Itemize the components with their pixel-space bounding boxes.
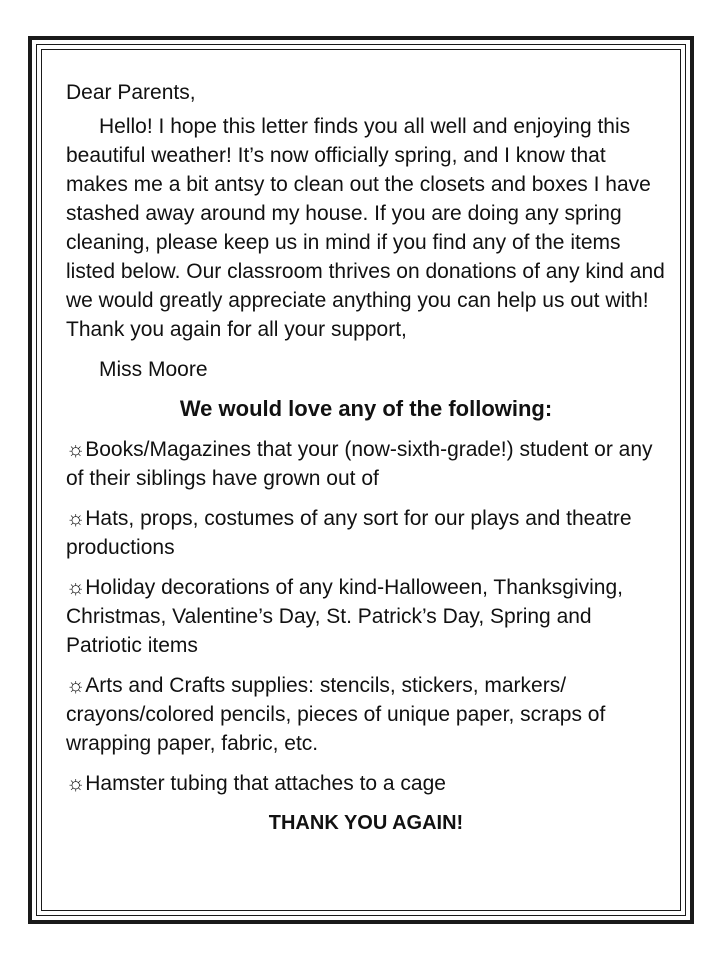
sun-icon: ☼ — [66, 674, 86, 697]
sun-icon: ☼ — [66, 438, 86, 461]
wishlist-heading: We would love any of the following: — [179, 396, 553, 421]
salutation: Dear Parents, — [66, 81, 196, 104]
wishlist-item — [66, 671, 666, 758]
wishlist-item-text: Hamster tubing that attaches to a cage — [85, 772, 446, 795]
sun-icon: ☼ — [66, 576, 86, 599]
wishlist-item-text: Hats, props, costumes of any sort for our plays and theatre productions — [66, 507, 632, 559]
wishlist-item — [66, 573, 666, 660]
closing: THANK YOU AGAIN! — [268, 812, 464, 834]
wishlist-item-text: Books/Magazines that your (now-sixth-grade!) student or any of their siblings have grown out of — [66, 438, 653, 490]
sun-icon: ☼ — [66, 772, 86, 795]
wishlist-item — [66, 504, 666, 562]
wishlist-item-text: Arts and Crafts supplies: stencils, stickers, markers/ crayons/colored pencils, pieces of unique paper, scraps of wrapping paper, fabric, etc. — [66, 674, 606, 755]
sun-icon: ☼ — [66, 507, 86, 530]
wishlist-item-text: Holiday decorations of any kind-Halloween, Thanksgiving, Christmas, Valentine’s Day, St. Patrick’s Day, Spring and Patriotic items — [66, 576, 623, 657]
wishlist-item — [66, 769, 666, 798]
letter-content — [66, 78, 666, 838]
letter-body: Hello! I hope this letter finds you all well and enjoying this beautiful weather! It’s now officially spring, and I know that makes me a bit antsy to clean out the closets and boxes I have stashed away around my house. If you are doing any spring cleaning, please keep us in mind if you find any of the items listed below. Our classroom thrives on donations of any kind and we would greatly appreciate anything you can help us out with! Thank you again for all your support, — [66, 115, 665, 341]
signature: Miss Moore — [99, 358, 208, 381]
wishlist-item — [66, 435, 666, 493]
